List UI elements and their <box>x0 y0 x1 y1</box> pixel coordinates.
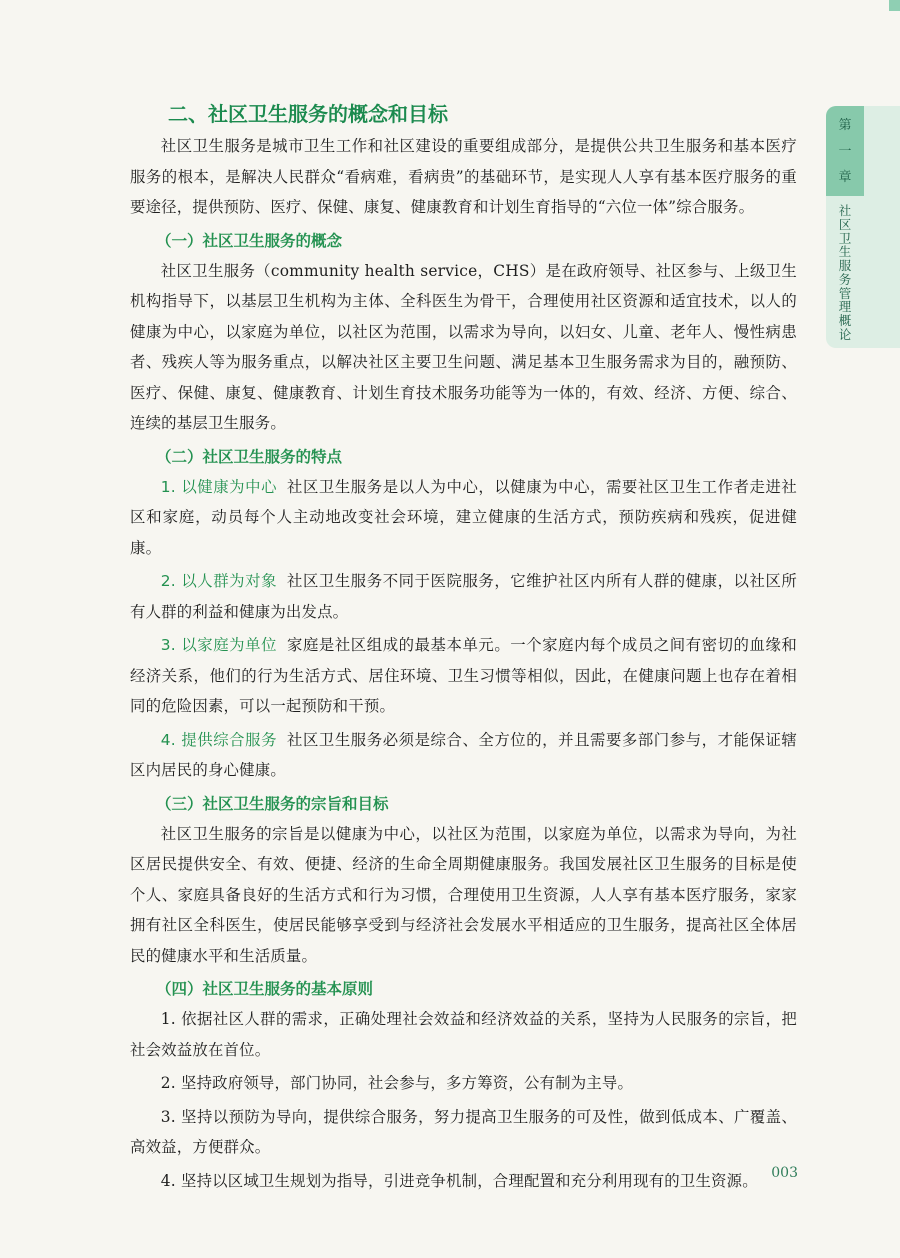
principle-item: 3. 坚持以预防为导向，提供综合服务，努力提高卫生服务的可及性，做到低成本、广覆盖、高效益，方便群众。 <box>130 1107 797 1156</box>
intro-paragraph: 社区卫生服务是城市卫生工作和社区建设的重要组成部分，是提供公共卫生服务和基本医疗服务的根本，是解决人民群众“看病难，看病贵”的基础环节，是实现人人享有基本医疗服务的重要途径，提供预防、医疗、保健、康复、健康教育和计划生育指导的“六位一体”综合服务。 <box>130 137 797 216</box>
chapter-title-char: 社 <box>838 203 852 218</box>
feature-text: 社区卫生服务不同于医院服务，它维护社区内所有人群的健康，以社区所有人群的利益和健康为出发点。 <box>130 572 797 621</box>
chapter-title-char: 服 <box>838 258 852 273</box>
feature-lead: 3. 以家庭为单位 <box>160 636 278 654</box>
chapter-label-char: 章 <box>838 169 852 185</box>
section-title: 二、社区卫生服务的概念和目标 <box>168 102 448 126</box>
chapter-title-char: 论 <box>838 326 852 342</box>
chapter-title-char: 管 <box>838 285 852 301</box>
subsection-heading-concept: （一）社区卫生服务的概念 <box>156 231 343 250</box>
chapter-title-char: 区 <box>838 216 852 232</box>
chapter-label <box>826 106 864 196</box>
page-number: 003 <box>771 1165 798 1181</box>
chapter-label-char: 一 <box>838 143 852 159</box>
subsection-heading-features: （二）社区卫生服务的特点 <box>156 447 343 466</box>
goals-paragraph: 社区卫生服务的宗旨是以健康为中心，以社区为范围，以家庭为单位，以需求为导向，为社区居民提供安全、有效、便捷、经济的生命全周期健康服务。我国发展社区卫生服务的目标是使个人、家庭具备良好的生活方式和行为习惯，合理使用卫生资源，人人享有基本医疗服务，家家拥有社区全科医生，使居民能够享受到与经济社会发展水平相适应的卫生服务，提高社区全体居民的健康水平和生活质量。 <box>130 824 797 965</box>
chapter-title-char: 务 <box>838 271 852 287</box>
feature-item <box>130 630 797 722</box>
principle-item: 4. 坚持以区域卫生规划为指导，引进竞争机制，合理配置和充分利用现有的卫生资源。 <box>160 1171 758 1190</box>
feature-item <box>130 472 797 564</box>
subsection-heading-goals: （三）社区卫生服务的宗旨和目标 <box>156 794 389 813</box>
feature-text: 社区卫生服务是以人为中心，以健康为中心，需要社区卫生工作者走进社区和家庭，动员每个人主动地改变社会环境，建立健康的生活方式，预防疾病和残疾，促进健康。 <box>130 477 797 557</box>
principle-item: 1. 依据社区人群的需求，正确处理社会效益和经济效益的关系，坚持为人民服务的宗旨，把社会效益放在首位。 <box>130 1010 797 1059</box>
feature-text: 社区卫生服务必须是综合、全方位的，并且需要多部门参与，才能保证辖区内居民的身心健康。 <box>130 730 797 779</box>
chapter-label-char: 第 <box>838 117 852 133</box>
feature-lead: 1. 以健康为中心 <box>160 477 278 496</box>
chapter-title-char: 卫 <box>838 230 852 246</box>
feature-item <box>130 725 797 786</box>
feature-item <box>130 566 797 627</box>
subsection-heading-principles: （四）社区卫生服务的基本原则 <box>156 980 374 998</box>
feature-text: 家庭是社区组成的最基本单元。一个家庭内每个成员之间有密切的血缘和经济关系，他们的行为生活方式、居住环境、卫生习惯等相似，因此，在健康问题上也存在着相同的危险因素，可以一起预防和干预。 <box>130 636 797 715</box>
concept-paragraph: 社区卫生服务（community health service，CHS）是在政府领导、社区参与、上级卫生机构指导下，以基层卫生机构为主体、全科医生为骨干，合理使用社区资源和适宜技术，以人的健康为中心，以家庭为单位，以社区为范围，以需求为导向，以妇女、儿童、老年人、慢性病患者、残疾人等为服务重点，以解决社区主要卫生问题、满足基本卫生服务需求为目的，融预防、医疗、保健、康复、健康教育、计划生育技术服务功能等为一体的，有效、经济、方便、综合、连续的基层卫生服务。 <box>130 261 797 432</box>
chapter-title-char: 理 <box>838 299 852 315</box>
page-content <box>130 97 797 1196</box>
chapter-tab <box>826 106 900 348</box>
chapter-title <box>833 204 857 342</box>
feature-lead: 4. 提供综合服务 <box>160 730 278 749</box>
chapter-title-char: 生 <box>838 244 852 260</box>
principle-item: 2. 坚持政府领导，部门协同，社会参与，多方筹资，公有制为主导。 <box>160 1074 634 1092</box>
corner-mark <box>889 0 900 11</box>
feature-lead: 2. 以人群为对象 <box>160 572 278 590</box>
chapter-title-char: 概 <box>838 313 852 328</box>
